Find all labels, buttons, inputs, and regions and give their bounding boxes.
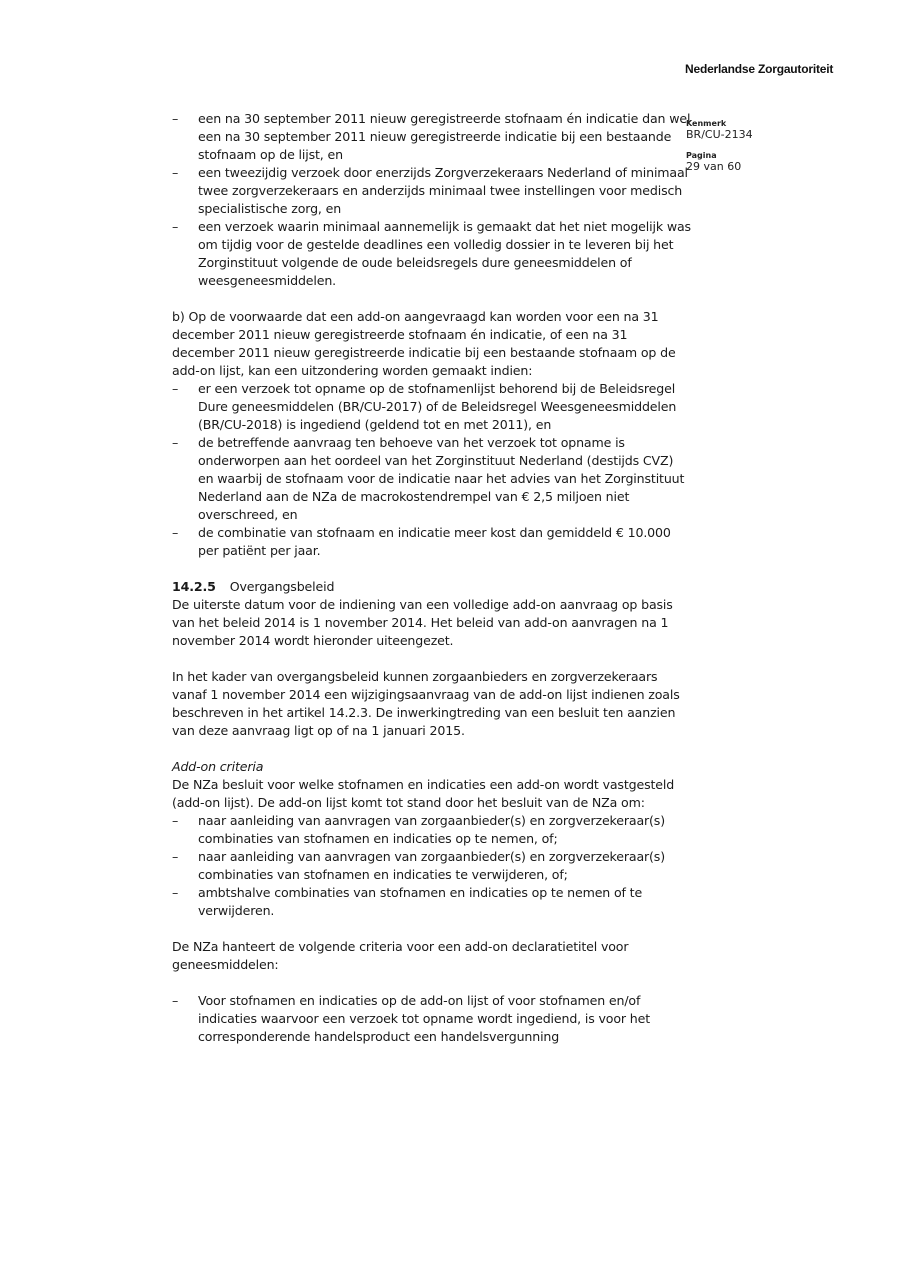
organization-name: Nederlandse Zorgautoriteit [685, 62, 834, 76]
kenmerk-label: Kenmerk [686, 119, 727, 128]
pagina-value: 29 van 60 [686, 160, 742, 173]
section-paragraph: De uiterste datum voor de indiening van een volledige add-on aanvraag op basis van het beleid 2014 is 1 november 2014. Het beleid van add-on aanvragen na 1 november 2014 wordt hieronder uiteengezet. [172, 597, 673, 648]
kenmerk-value: BR/CU-2134 [686, 128, 753, 141]
criteria-paragraph: De NZa hanteert de volgende criteria voor een add-on declaratietitel voor geneesmiddelen: [172, 939, 629, 972]
list-item [172, 110, 692, 164]
criteria-subheading: Add-on criteria [172, 759, 264, 774]
list-item [172, 434, 692, 524]
section-heading [172, 578, 692, 596]
criteria-intro: De NZa besluit voor welke stofnamen en indicaties een add-on wordt vastgesteld (add-on lijst). De add-on lijst komt tot stand door het besluit van de NZa om: [172, 777, 675, 810]
dash-bullet: – [172, 165, 179, 180]
list-item [172, 848, 692, 884]
pagina-label: Pagina [686, 151, 717, 160]
list-item [172, 884, 692, 920]
list-item-text: de betreffende aanvraag ten behoeve van het verzoek tot opname is onderworpen aan het oordeel van het Zorginstituut Nederland (destijds CVZ) en waarbij de stofnaam voor de indicatie naar het advies van het Zorginstituut Nederland aan de NZa de macrokostendrempel van € 2,5 miljoen niet overschreed, en [198, 435, 685, 522]
section-paragraph: In het kader van overgangsbeleid kunnen zorgaanbieders en zorgverzekeraars vanaf 1 november 2014 een wijzigingsaanvraag van de add-on lijst indienen zoals beschreven in het artikel 14.2.3. De inwerkingtreding van een besluit ten aanzien van deze aanvraag ligt op of na 1 januari 2015. [172, 669, 680, 738]
list-item-text: een tweezijdig verzoek door enerzijds Zorgverzekeraars Nederland of minimaal twee zorgverzekeraars en anderzijds minimaal twee instellingen voor medisch specialistische zorg, en [198, 165, 688, 216]
dash-bullet: – [172, 525, 179, 540]
list-item-text: een na 30 september 2011 nieuw geregistreerde stofnaam én indicatie dan wel een na 30 september 2011 nieuw geregistreerde indicatie bij een bestaande stofnaam op de lijst, en [198, 111, 691, 162]
list-item-text: naar aanleiding van aanvragen van zorgaanbieder(s) en zorgverzekeraar(s) combinaties van stofnamen en indicaties op te nemen, of; [198, 813, 665, 846]
dash-bullet: – [172, 813, 179, 828]
list-item [172, 524, 692, 560]
list-item [172, 380, 692, 434]
list-item-text: een verzoek waarin minimaal aannemelijk is gemaakt dat het niet mogelijk was om tijdig voor de gestelde deadlines een volledig dossier in te leveren bij het Zorginstituut volgende de oude beleidsregels dure geneesmiddelen of weesgeneesmiddelen. [198, 219, 691, 288]
list-item [172, 164, 692, 218]
section-number: 14.2.5 [172, 579, 216, 594]
dash-bullet: – [172, 993, 179, 1008]
dash-bullet: – [172, 885, 179, 900]
list-item-text: Voor stofnamen en indicaties op de add-on lijst of voor stofnamen en/of indicaties waarvoor een verzoek tot opname wordt ingediend, is voor het corresponderende handelsproduct een handelsvergunning [198, 993, 651, 1044]
kenmerk-block [686, 119, 753, 141]
list-item [172, 812, 692, 848]
list-item [172, 218, 692, 290]
list-item-text: naar aanleiding van aanvragen van zorgaanbieder(s) en zorgverzekeraar(s) combinaties van stofnamen en indicaties te verwijderen, of; [198, 849, 665, 882]
dash-bullet: – [172, 219, 179, 234]
list-item-text: de combinatie van stofnaam en indicatie meer kost dan gemiddeld € 10.000 per patiënt per jaar. [198, 525, 671, 558]
pagina-block [686, 151, 741, 173]
list-item [172, 992, 692, 1046]
section-title: Overgangsbeleid [229, 579, 335, 594]
dash-bullet: – [172, 849, 179, 864]
dash-bullet: – [172, 381, 179, 396]
paragraph-b: b) Op de voorwaarde dat een add-on aangevraagd kan worden voor een na 31 december 2011 nieuw geregistreerde stofnaam én indicatie, of een na 31 december 2011 nieuw geregistreerde indicatie bij een bestaande stofnaam op de add-on lijst, kan een uitzondering worden gemaakt indien: [172, 309, 676, 378]
list-item-text: ambtshalve combinaties van stofnamen en indicaties op te nemen of te verwijderen. [198, 885, 643, 918]
dash-bullet: – [172, 111, 179, 126]
document-body [172, 110, 692, 1046]
dash-bullet: – [172, 435, 179, 450]
list-item-text: er een verzoek tot opname op de stofnamenlijst behorend bij de Beleidsregel Dure geneesmiddelen (BR/CU-2017) of de Beleidsregel Weesgeneesmiddelen (BR/CU-2018) is ingediend (geldend tot en met 2011), en [198, 381, 677, 432]
